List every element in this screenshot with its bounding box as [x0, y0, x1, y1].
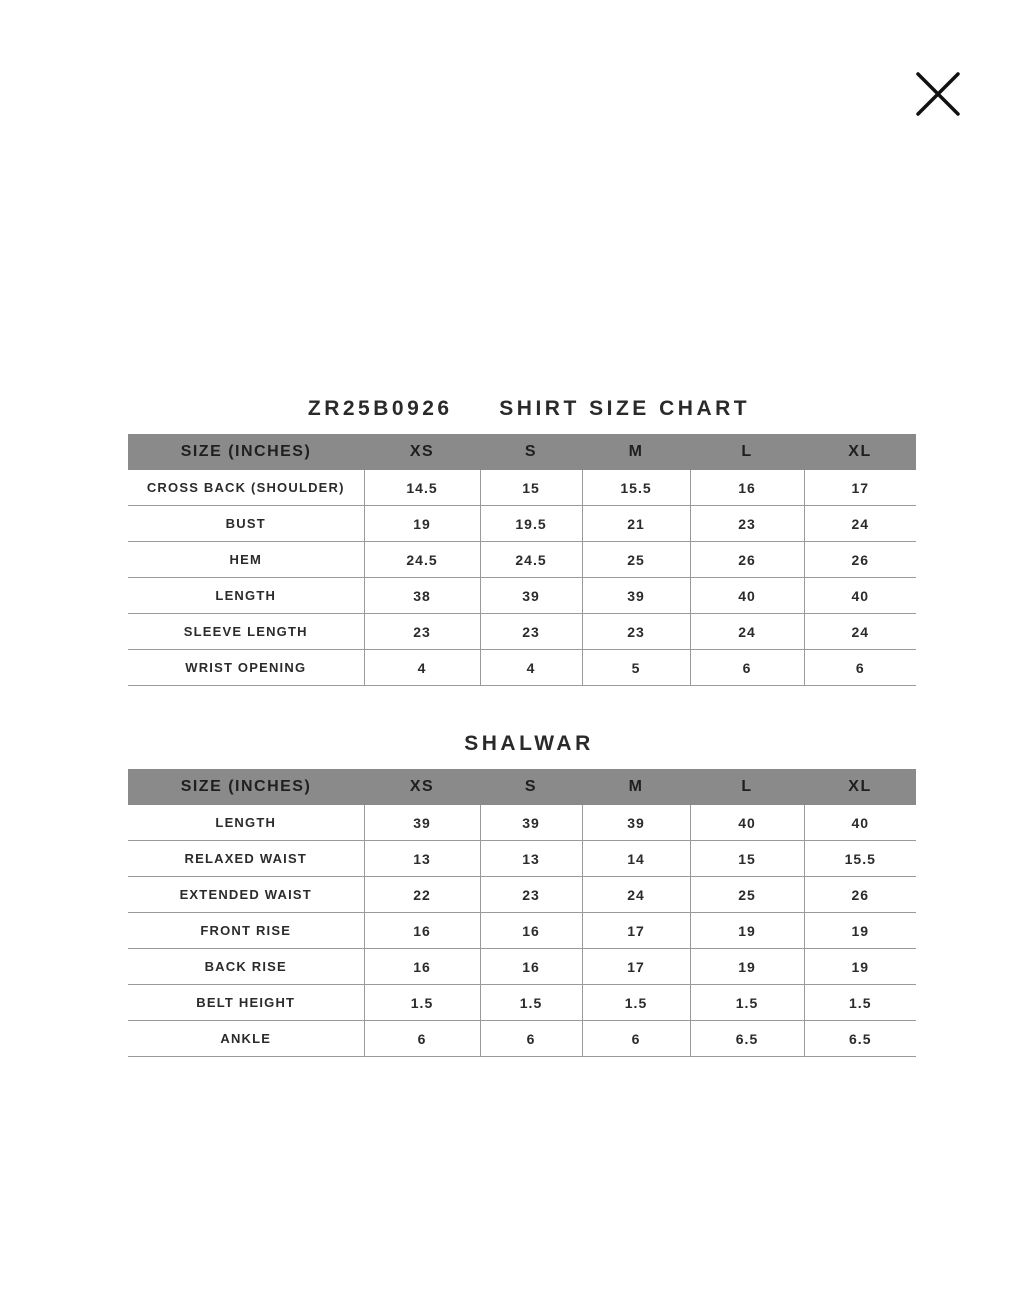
measurement-value: 19 — [804, 913, 916, 949]
measurement-value: 6 — [690, 650, 804, 686]
measurement-value: 40 — [690, 578, 804, 614]
close-x-icon — [914, 70, 962, 118]
table-row — [128, 1021, 916, 1057]
measurement-value: 39 — [480, 578, 582, 614]
column-header-s: S — [480, 434, 582, 470]
column-header-xs: XS — [364, 769, 480, 805]
measurement-label: WRIST OPENING — [128, 650, 364, 686]
column-header-s: S — [480, 769, 582, 805]
table-row — [128, 506, 916, 542]
measurement-label: FRONT RISE — [128, 913, 364, 949]
measurement-value: 15 — [480, 470, 582, 506]
measurement-value: 15 — [690, 841, 804, 877]
measurement-value: 1.5 — [364, 985, 480, 1021]
measurement-value: 39 — [480, 805, 582, 841]
measurement-value: 19 — [690, 913, 804, 949]
shirt-size-table — [128, 434, 916, 686]
column-header-l: L — [690, 434, 804, 470]
measurement-label: LENGTH — [128, 578, 364, 614]
measurement-label: BACK RISE — [128, 949, 364, 985]
measurement-value: 6 — [804, 650, 916, 686]
measurement-value: 6.5 — [690, 1021, 804, 1057]
column-header-m: M — [582, 769, 690, 805]
measurement-value: 23 — [364, 614, 480, 650]
measurement-value: 6 — [582, 1021, 690, 1057]
measurement-value: 39 — [582, 578, 690, 614]
table-row — [128, 470, 916, 506]
column-header-xl: XL — [804, 769, 916, 805]
measurement-value: 16 — [690, 470, 804, 506]
measurement-label: BELT HEIGHT — [128, 985, 364, 1021]
measurement-value: 23 — [480, 614, 582, 650]
table-row — [128, 542, 916, 578]
table-row — [128, 877, 916, 913]
measurement-value: 13 — [480, 841, 582, 877]
measurement-label: LENGTH — [128, 805, 364, 841]
column-header-m: M — [582, 434, 690, 470]
measurement-value: 1.5 — [804, 985, 916, 1021]
measurement-value: 6 — [480, 1021, 582, 1057]
measurement-value: 39 — [364, 805, 480, 841]
table-header-row — [128, 769, 916, 805]
table-row — [128, 805, 916, 841]
measurement-value: 13 — [364, 841, 480, 877]
measurement-value: 21 — [582, 506, 690, 542]
measurement-value: 16 — [480, 913, 582, 949]
measurement-value: 24.5 — [480, 542, 582, 578]
measurement-value: 38 — [364, 578, 480, 614]
shirt-size-chart-title: ZR25B0926 SHIRT SIZE CHART — [307, 397, 751, 420]
measurement-label: SLEEVE LENGTH — [128, 614, 364, 650]
table-header-row — [128, 434, 916, 470]
measurement-value: 4 — [480, 650, 582, 686]
measurement-value: 40 — [804, 578, 916, 614]
shalwar-size-table — [128, 769, 916, 1057]
column-header-l: L — [690, 769, 804, 805]
close-button[interactable] — [914, 70, 962, 118]
measurement-value: 1.5 — [582, 985, 690, 1021]
measurement-value: 26 — [690, 542, 804, 578]
table-row — [128, 614, 916, 650]
measurement-value: 23 — [480, 877, 582, 913]
measurement-value: 25 — [582, 542, 690, 578]
measurement-value: 15.5 — [804, 841, 916, 877]
column-header-xl: XL — [804, 434, 916, 470]
measurement-label: RELAXED WAIST — [128, 841, 364, 877]
measurement-value: 23 — [582, 614, 690, 650]
column-header-size: SIZE (INCHES) — [128, 769, 364, 805]
measurement-label: HEM — [128, 542, 364, 578]
measurement-value: 1.5 — [480, 985, 582, 1021]
measurement-value: 15.5 — [582, 470, 690, 506]
measurement-value: 25 — [690, 877, 804, 913]
measurement-value: 19 — [364, 506, 480, 542]
measurement-value: 23 — [690, 506, 804, 542]
measurement-value: 40 — [804, 805, 916, 841]
measurement-value: 19.5 — [480, 506, 582, 542]
measurement-value: 24.5 — [364, 542, 480, 578]
measurement-value: 22 — [364, 877, 480, 913]
measurement-value: 17 — [582, 949, 690, 985]
measurement-label: CROSS BACK (SHOULDER) — [128, 470, 364, 506]
measurement-label: BUST — [128, 506, 364, 542]
measurement-value: 24 — [804, 614, 916, 650]
measurement-value: 17 — [582, 913, 690, 949]
measurement-value: 6 — [364, 1021, 480, 1057]
measurement-value: 14 — [582, 841, 690, 877]
table-row — [128, 913, 916, 949]
measurement-value: 16 — [364, 913, 480, 949]
measurement-value: 4 — [364, 650, 480, 686]
measurement-value: 1.5 — [690, 985, 804, 1021]
measurement-value: 19 — [690, 949, 804, 985]
column-header-size: SIZE (INCHES) — [128, 434, 364, 470]
measurement-value: 5 — [582, 650, 690, 686]
measurement-value: 14.5 — [364, 470, 480, 506]
measurement-value: 24 — [690, 614, 804, 650]
measurement-label: ANKLE — [128, 1021, 364, 1057]
shalwar-size-chart-title: SHALWAR — [464, 732, 594, 755]
table-row — [128, 578, 916, 614]
measurement-value: 24 — [804, 506, 916, 542]
measurement-value: 19 — [804, 949, 916, 985]
measurement-value: 24 — [582, 877, 690, 913]
measurement-value: 39 — [582, 805, 690, 841]
measurement-value: 40 — [690, 805, 804, 841]
table-row — [128, 841, 916, 877]
measurement-value: 17 — [804, 470, 916, 506]
measurement-value: 16 — [480, 949, 582, 985]
column-header-xs: XS — [364, 434, 480, 470]
measurement-value: 26 — [804, 542, 916, 578]
table-row — [128, 650, 916, 686]
table-row — [128, 949, 916, 985]
measurement-value: 26 — [804, 877, 916, 913]
measurement-label: EXTENDED WAIST — [128, 877, 364, 913]
measurement-value: 6.5 — [804, 1021, 916, 1057]
table-row — [128, 985, 916, 1021]
measurement-value: 16 — [364, 949, 480, 985]
